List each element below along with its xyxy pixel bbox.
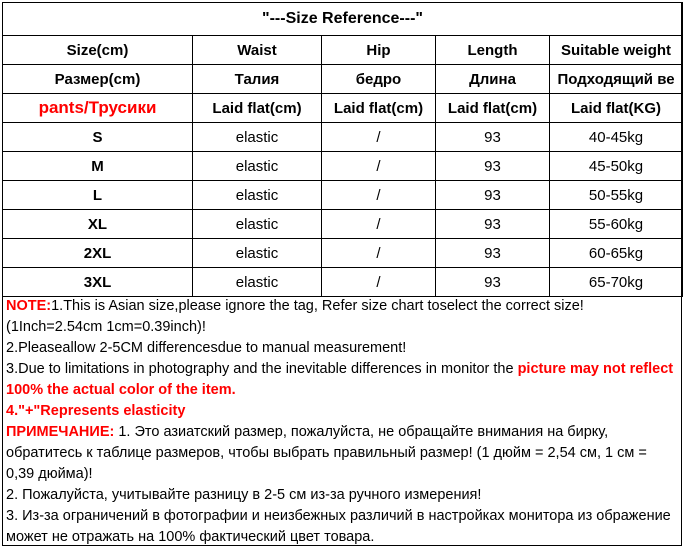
cell-size: 2XL [3, 239, 193, 268]
note-3-text: 3.Due to limitations in photography and the inevitable differences in monitor the [6, 361, 518, 377]
subheader-weight: Laid flat(KG) [550, 94, 683, 123]
cell-weight: 45-50kg [550, 152, 683, 181]
note-1-text: 1.This is Asian size,please ignore the tag, Refer size chart toselect the correct size!(1Inch=2.54cm 1cm=0.39inch)! [6, 298, 584, 335]
note-3 [6, 359, 678, 401]
header-size: Size(cm) [3, 36, 193, 65]
note-4: 4."+"Represents elasticity [6, 403, 186, 419]
note-ru-3: 3. Из-за ограничений в фотографии и неизбежных различий в настройках монитора из ображение может не отражать на 100% фактический цвет товара. [6, 508, 671, 545]
cell-waist: elastic [193, 210, 322, 239]
header-row-en [3, 36, 683, 65]
table-row [3, 181, 683, 210]
table-title: "---Size Reference---" [3, 3, 683, 36]
cell-length: 93 [436, 123, 550, 152]
header-row-ru [3, 65, 683, 94]
note-2: 2.Pleaseallow 2-5CM differencesdue to manual measurement! [6, 340, 407, 356]
cell-waist: elastic [193, 181, 322, 210]
cell-hip: / [322, 210, 436, 239]
cell-length: 93 [436, 152, 550, 181]
note-1 [6, 296, 678, 338]
cell-length: 93 [436, 181, 550, 210]
table-row [3, 268, 683, 297]
size-reference-table [2, 2, 683, 297]
table-row [3, 123, 683, 152]
product-type-label: pants/Трусики [3, 94, 193, 123]
note-ru-1 [6, 422, 678, 485]
note-ru-2: 2. Пожалуйста, учитывайте разницу в 2-5 см из-за ручного измерения! [6, 487, 482, 503]
subheader-hip: Laid flat(cm) [322, 94, 436, 123]
cell-size: L [3, 181, 193, 210]
header-length-ru: Длина [436, 65, 550, 94]
note-ru-label: ПРИМЕЧАНИЕ: [6, 424, 115, 440]
notes-section [6, 296, 678, 548]
cell-hip: / [322, 181, 436, 210]
cell-size: XL [3, 210, 193, 239]
cell-weight: 60-65kg [550, 239, 683, 268]
table-row [3, 210, 683, 239]
cell-length: 93 [436, 268, 550, 297]
note-label: NOTE: [6, 298, 52, 314]
cell-waist: elastic [193, 268, 322, 297]
header-length: Length [436, 36, 550, 65]
cell-hip: / [322, 268, 436, 297]
cell-waist: elastic [193, 123, 322, 152]
cell-hip: / [322, 239, 436, 268]
header-hip-ru: бедро [322, 65, 436, 94]
subheader-row [3, 94, 683, 123]
note-3-highlight: picture may not reflect 100% the actual color of the item. [6, 361, 674, 398]
cell-hip: / [322, 152, 436, 181]
cell-length: 93 [436, 210, 550, 239]
header-waist-ru: Талия [193, 65, 322, 94]
cell-weight: 65-70kg [550, 268, 683, 297]
cell-length: 93 [436, 239, 550, 268]
cell-waist: elastic [193, 152, 322, 181]
header-weight: Suitable weight [550, 36, 683, 65]
subheader-length: Laid flat(cm) [436, 94, 550, 123]
note-ru-1-text: 1. Это азиатский размер, пожалуйста, не обращайте внимания на бирку, обратитесь к таблице размеров, чтобы выбрать правильный размер! (1 дюйм = 2,54 см, 1 см = 0,39 дюйма)! [6, 424, 647, 482]
cell-weight: 50-55kg [550, 181, 683, 210]
cell-weight: 55-60kg [550, 210, 683, 239]
cell-weight: 40-45kg [550, 123, 683, 152]
table-row [3, 239, 683, 268]
cell-size: M [3, 152, 193, 181]
table-row [3, 152, 683, 181]
header-weight-ru: Подходящий ве [550, 65, 683, 94]
table-title-row [3, 3, 683, 36]
subheader-waist: Laid flat(cm) [193, 94, 322, 123]
cell-waist: elastic [193, 239, 322, 268]
cell-size: 3XL [3, 268, 193, 297]
cell-hip: / [322, 123, 436, 152]
header-size-ru: Размер(cm) [3, 65, 193, 94]
header-waist: Waist [193, 36, 322, 65]
header-hip: Hip [322, 36, 436, 65]
cell-size: S [3, 123, 193, 152]
